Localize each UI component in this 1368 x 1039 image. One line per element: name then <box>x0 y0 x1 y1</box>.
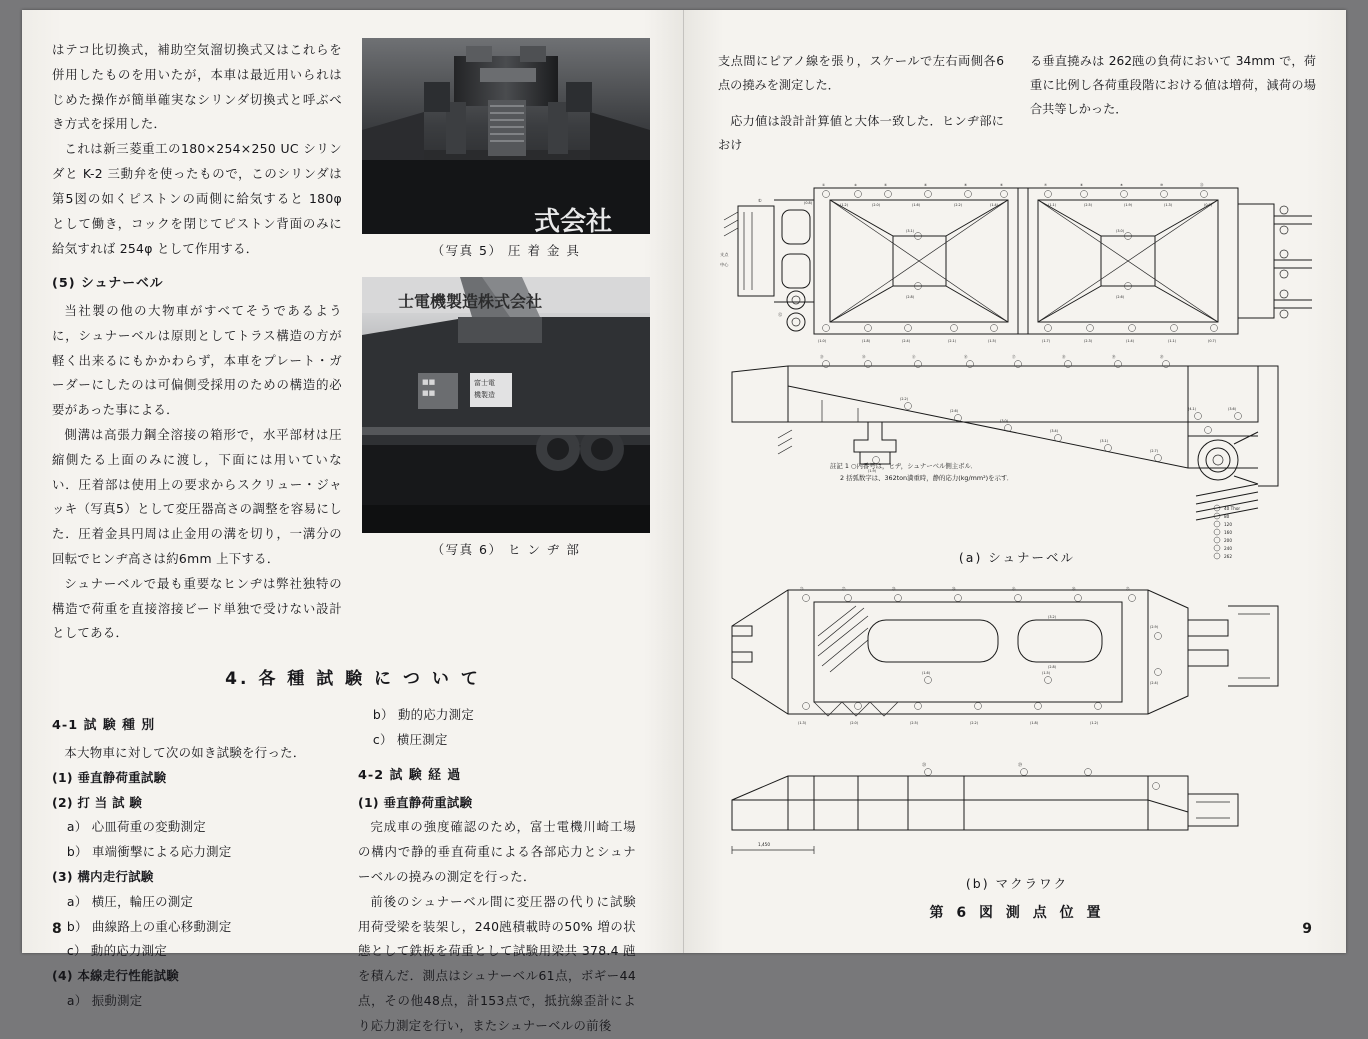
svg-text:(2.0): (2.0) <box>872 202 881 207</box>
svg-text:(1.0): (1.0) <box>818 338 827 343</box>
figure-6a-schnabel <box>718 176 1316 566</box>
svg-text:(1.6): (1.6) <box>912 202 921 207</box>
svg-text:②: ② <box>854 182 858 187</box>
photo-column <box>362 38 650 646</box>
list-item: a） 横圧，輪圧の測定 <box>66 893 194 909</box>
svg-text:⑳: ⑳ <box>1160 354 1164 359</box>
list-item: b） 動的応力測定 <box>372 707 475 723</box>
svg-text:⑭: ⑭ <box>862 354 866 359</box>
paragraph: これは新三菱重工の180×254×250 UC シリンダと K-2 三動弁を使ったもので，このシリンダは第5図の如くピストンの両側に給気すると 180φ として働き，コックを閉じてピストン背面のみに給気すれば 254φ として作用する． <box>52 141 342 256</box>
svg-text:(0.9): (0.9) <box>1204 202 1213 207</box>
right-page <box>684 10 1346 953</box>
svg-text:①: ① <box>822 182 826 187</box>
svg-text:(1.1): (1.1) <box>1048 202 1057 207</box>
list-item: b） 曲線路上の重心移動測定 <box>66 918 232 934</box>
paragraph: 支点間にピアノ線を張り，スケールで左右両側各6点の撓みを測定した． <box>718 54 1004 92</box>
paragraph: 応力値は設計計算値と大体一致した．ヒンヂ部におけ <box>718 113 1004 152</box>
svg-text:(1.8): (1.8) <box>1030 720 1039 725</box>
svg-text:1,450: 1,450 <box>758 841 770 847</box>
paragraph: はテコ比切換式，補助空気溜切換式又はこれらを併用したものを用いたが，本車は最近用いられはじめた操作が簡単確実なシリンダ切換式と呼ぶべき方式を採用した． <box>52 42 342 132</box>
svg-text:(1.9): (1.9) <box>868 468 877 473</box>
svg-text:(1.9): (1.9) <box>1124 202 1133 207</box>
svg-text:(2.8): (2.8) <box>906 294 915 299</box>
svg-text:士電機製造株式会社: 士電機製造株式会社 <box>398 292 543 311</box>
svg-text:(3.1): (3.1) <box>906 228 915 233</box>
svg-text:式会社: 式会社 <box>534 207 613 237</box>
section-title: 4. 各 種 試 験 に つ い て <box>225 669 481 690</box>
svg-text:■■: ■■ <box>422 389 436 397</box>
svg-text:(3.6): (3.6) <box>1228 406 1237 411</box>
svg-text:(2.6): (2.6) <box>1116 294 1125 299</box>
svg-text:㉕: ㉕ <box>1012 586 1016 591</box>
svg-text:(1.3): (1.3) <box>798 720 807 725</box>
paragraph: 本大物車に対して次の如き試験を行った． <box>64 744 306 760</box>
svg-text:(2.6): (2.6) <box>950 408 959 413</box>
list-item: b） 車端衝撃による応力測定 <box>66 844 232 860</box>
svg-text:(2.5): (2.5) <box>910 720 919 725</box>
svg-text:(1.7): (1.7) <box>1042 338 1051 343</box>
svg-text:⑧: ⑧ <box>1080 182 1084 187</box>
svg-text:③: ③ <box>884 182 888 187</box>
svg-text:⑪: ⑪ <box>1200 182 1204 187</box>
svg-text:中心: 中心 <box>720 261 729 267</box>
svg-text:⑲: ⑲ <box>1112 354 1116 359</box>
figure-6-main-caption: 第 6 図 測 点 位 置 <box>929 904 1105 921</box>
paragraph: シュナーベルで最も重要なヒンヂは弊社独特の構造で荷重を直接溶接ビード単独で受けない設計としてある． <box>52 575 342 641</box>
svg-text:(2.5): (2.5) <box>1084 202 1093 207</box>
svg-text:(3.4): (3.4) <box>1050 428 1059 433</box>
right-col-2 <box>1030 38 1316 170</box>
svg-text:(2.0): (2.0) <box>850 720 859 725</box>
heading-4-2: 4-2 試 験 経 過 <box>358 767 462 783</box>
svg-text:⑬: ⑬ <box>820 354 824 359</box>
svg-text:(0.8): (0.8) <box>804 200 813 205</box>
paragraph: 前後のシュナーベル間に変圧器の代りに試験用荷受梁を装架し，240瓲積載時の50% 増の状態として鉄板を荷重として試験用梁共 378.4 瓲を積んだ．測点はシュナーベル61点，ボギー44点，その他48点，計153点で，抵抗線歪計により応力測定を行い，またシュナーベルの前後 <box>358 893 636 1033</box>
svg-text:⑰: ⑰ <box>1012 354 1016 359</box>
paragraph: る垂直撓みは 262瓲の負荷において 34mm で，荷重に比例し各荷重段階における値は増荷，減荷の場合共等しかった． <box>1030 54 1316 116</box>
heading-4-1: 4-1 試 験 種 別 <box>52 718 156 734</box>
svg-text:40 Thor: 40 Thor <box>1224 505 1241 511</box>
svg-text:㉓: ㉓ <box>892 586 896 591</box>
svg-text:(4.1): (4.1) <box>1188 406 1197 411</box>
page-number-right: 9 <box>1302 921 1312 937</box>
svg-text:(3.0): (3.0) <box>1000 418 1009 423</box>
svg-text:120: 120 <box>1224 521 1232 527</box>
list-item: (1) 垂直静荷重試験 <box>358 794 473 810</box>
figure-note-1: 註記 1 ○内番号は，ヒヂ，シュナーベル側主ボル． <box>830 461 977 470</box>
left-page-bottom <box>52 703 654 1038</box>
list-item: c） 横圧測定 <box>372 732 448 748</box>
svg-text:⑥: ⑥ <box>1000 182 1004 187</box>
svg-text:(3.2): (3.2) <box>1048 614 1057 619</box>
left-bottom-col-1 <box>52 703 330 1038</box>
svg-text:(2.2): (2.2) <box>900 396 909 401</box>
svg-text:(2.2): (2.2) <box>954 202 963 207</box>
svg-text:(2.8): (2.8) <box>1048 664 1057 669</box>
svg-text:機製造: 機製造 <box>474 391 495 399</box>
list-item: (2) 打 当 試 験 <box>52 794 143 810</box>
svg-text:㉑: ㉑ <box>800 586 804 591</box>
right-col-1 <box>718 38 1004 170</box>
left-page <box>22 10 684 1033</box>
svg-text:㉔: ㉔ <box>952 586 956 591</box>
svg-text:⑩: ⑩ <box>1160 182 1164 187</box>
svg-text:(3.1): (3.1) <box>1100 438 1109 443</box>
svg-text:(2.3): (2.3) <box>1084 338 1093 343</box>
svg-text:(2.1): (2.1) <box>948 338 957 343</box>
svg-text:㉙: ㉙ <box>1018 761 1023 767</box>
svg-text:(0.7): (0.7) <box>1208 338 1217 343</box>
heading-schnabel: (5) シュナーベル <box>52 276 164 292</box>
photo-6-hinge <box>362 277 650 533</box>
svg-text:(1.3): (1.3) <box>1164 202 1173 207</box>
svg-text:80: 80 <box>1224 513 1230 519</box>
svg-text:262: 262 <box>1224 553 1232 559</box>
left-bottom-col-2 <box>358 703 636 1038</box>
figure-6a-caption: (a) シュナーベル <box>958 549 1076 565</box>
svg-text:(2.9): (2.9) <box>1150 624 1159 629</box>
figure-6b-makurawaku <box>718 572 1316 922</box>
svg-text:(1.6): (1.6) <box>922 670 931 675</box>
svg-text:⑤: ⑤ <box>964 182 968 187</box>
svg-text:⑨: ⑨ <box>1120 182 1124 187</box>
caption-photo-6: （写真 6） ヒ ン ヂ 部 <box>431 542 581 557</box>
svg-text:㉘: ㉘ <box>922 761 927 767</box>
caption-photo-5: （写真 5） 圧 着 金 具 <box>431 243 581 258</box>
svg-text:富士電: 富士電 <box>474 379 495 387</box>
page-number-left: 8 <box>52 921 62 937</box>
list-item: (3) 構内走行試験 <box>52 868 154 884</box>
svg-text:(1.5): (1.5) <box>988 338 997 343</box>
svg-text:■■: ■■ <box>422 378 436 386</box>
paragraph: 側溝は高張力鋼全溶接の箱形で，水平部材は圧縮側たる上面のみに渡し，下面には用いていない．圧着部は使用上の要求からスクリュー・ジャッキ（写真5）として変圧器高さの調整を容易にした．圧着金具円周は止金用の溝を切り，一溝分の回転でヒンヂ高さは約6mm 上下する． <box>52 426 342 567</box>
svg-text:(1.2): (1.2) <box>1090 720 1099 725</box>
svg-text:⑮: ⑮ <box>912 354 916 359</box>
svg-text:(3.0): (3.0) <box>1116 228 1125 233</box>
paragraph: 完成車の強度確認のため，富士電機川崎工場の構内で静的垂直荷重による各部応力とシュナーベルの撓みの測定を行った． <box>358 819 636 884</box>
left-column-text <box>52 38 342 646</box>
right-page-text <box>718 38 1316 170</box>
book-spread <box>22 10 1346 1033</box>
svg-text:(1.4): (1.4) <box>1126 338 1135 343</box>
svg-text:(1.2): (1.2) <box>840 202 849 207</box>
list-item: c） 動的応力測定 <box>66 943 168 959</box>
svg-text:(2.2): (2.2) <box>970 720 979 725</box>
svg-text:(2.7): (2.7) <box>1150 448 1159 453</box>
svg-text:⑦: ⑦ <box>1044 182 1048 187</box>
left-page-top <box>52 38 654 646</box>
paragraph: 当社製の他の大物車がすべてそうであるように，シュナーベルは原則としてトラス構造の方が軽く出来るにもかかわらず，本車をプレート・ガーダーにしたのは可偏側受採用のための構造的必要があった事による． <box>52 302 342 418</box>
list-item: a） 心皿荷重の変動測定 <box>66 819 206 835</box>
svg-text:①: ① <box>758 197 762 203</box>
svg-text:⑯: ⑯ <box>964 354 968 359</box>
svg-text:㉗: ㉗ <box>1126 586 1130 591</box>
svg-text:160: 160 <box>1224 529 1232 535</box>
list-item: a） 振動測定 <box>66 993 143 1008</box>
svg-text:⑱: ⑱ <box>1062 354 1066 359</box>
svg-text:200: 200 <box>1224 537 1232 543</box>
svg-text:(1.5): (1.5) <box>1042 670 1051 675</box>
figure-6b-caption: (b) マクラワク <box>965 875 1069 891</box>
svg-text:㉒: ㉒ <box>842 586 846 591</box>
svg-text:⑫: ⑫ <box>778 311 783 317</box>
photo-5-compression-fitting <box>362 38 650 237</box>
list-item: (1) 垂直静荷重試験 <box>52 769 167 785</box>
svg-text:(2.4): (2.4) <box>1150 680 1159 685</box>
svg-text:支点: 支点 <box>720 251 729 257</box>
svg-text:(2.4): (2.4) <box>902 338 911 343</box>
svg-text:(1.8): (1.8) <box>862 338 871 343</box>
svg-text:㉖: ㉖ <box>1072 586 1076 591</box>
svg-text:240: 240 <box>1224 545 1232 551</box>
figure-6b-drawing <box>718 572 1316 872</box>
svg-text:(1.4): (1.4) <box>990 202 999 207</box>
list-item: (4) 本線走行性能試験 <box>52 968 179 984</box>
svg-text:(1.1): (1.1) <box>1168 338 1177 343</box>
svg-text:④: ④ <box>924 182 928 187</box>
figure-note-2: 2 括弧数字は、362ton満重時，静的応力(kg/mm²)を示す． <box>840 473 1014 482</box>
